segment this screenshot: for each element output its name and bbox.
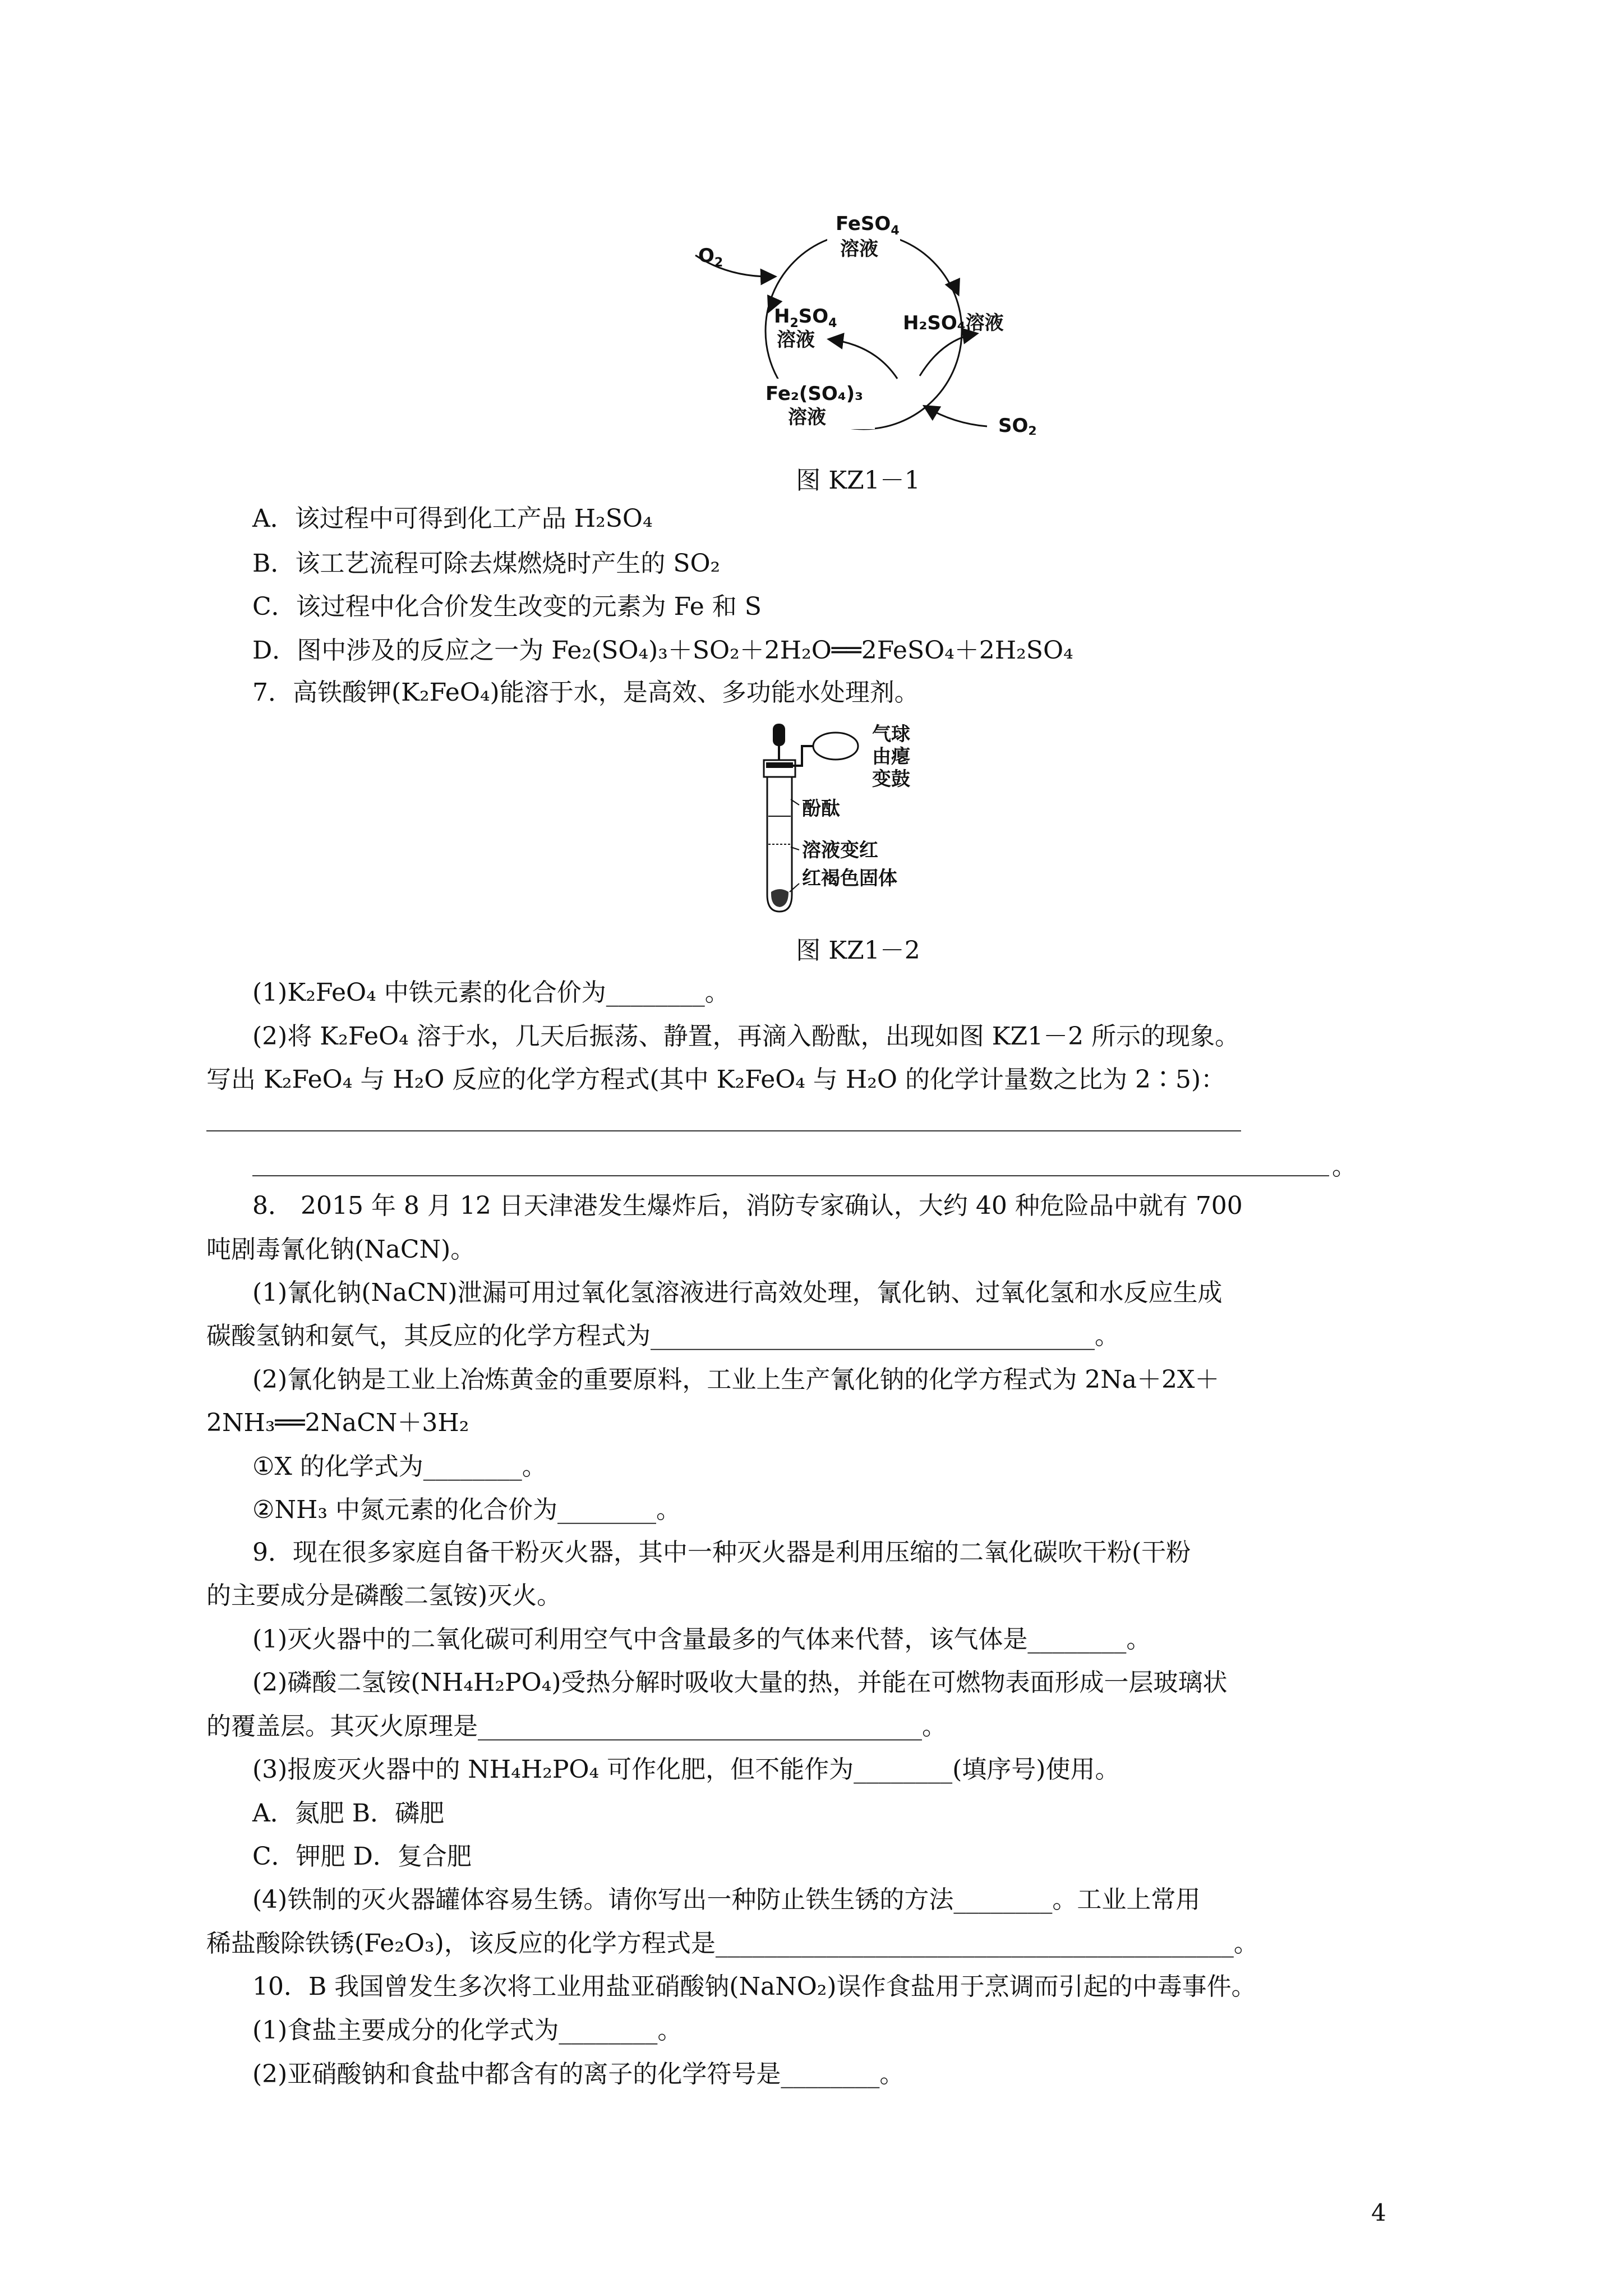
feso4-solution-label: 溶液 [840, 238, 878, 260]
red-brown-solid-label: 红褐色固体 [802, 867, 897, 890]
q7-part2-line2: 写出 K₂FeO₄ 与 H₂O 反应的化学方程式(其中 K₂FeO₄ 与 H₂O 的化学计量数之比为 2∶5)： [206, 1065, 1226, 1094]
q8-line4: 碳酸氢钠和氨气，其反应的化学方程式为____________________________________。 [206, 1322, 1119, 1350]
q9-line7: A．氮肥 B．磷肥 [252, 1799, 445, 1828]
q9-line8: C．钾肥 D．复合肥 [252, 1842, 472, 1871]
outer-branch-arrow [920, 334, 976, 376]
balloon-label-2: 由瘪 [872, 746, 910, 768]
h2so4-outer-label: H₂SO₄溶液 [903, 312, 1004, 334]
q8-line7: ①X 的化学式为________。 [252, 1452, 547, 1481]
balloon [813, 733, 858, 760]
o2-label: $O_2$ [698, 245, 723, 270]
q7-part1: (1)K₂FeO₄ 中铁元素的化合价为________。 [252, 978, 730, 1007]
q10-line2: (1)食盐主要成分的化学式为________。 [252, 2016, 683, 2045]
answer-blank-end-mark: 。 [1332, 1152, 1357, 1181]
so2-label: SO2 [998, 415, 1037, 435]
q9-line9: (4)铁制的灭火器罐体容易生锈。请你写出一种防止铁生锈的方法________。工业上常用 [252, 1885, 1201, 1914]
q10-line1: 10．B 我国曾发生多次将工业用盐亚硝酸钠(NaNO₂)误作食盐用于烹调而引起的中毒事件。 [252, 1972, 1256, 2001]
q10-line3: (2)亚硝酸钠和食盐中都含有的离子的化学符号是________。 [252, 2060, 905, 2088]
so2-arrow [925, 407, 987, 426]
q8-line6: 2NH₃══2NaCN＋3H₂ [206, 1409, 469, 1437]
phenolphthalein-label: 酚酞 [802, 798, 840, 820]
test-tube-diagram [746, 721, 959, 914]
q9-line5: 的覆盖层。其灭火原理是____________________________________。 [206, 1712, 947, 1741]
dropper-bulb [773, 724, 785, 746]
page-number: 4 [1371, 2199, 1386, 2226]
red-brown-solid [771, 889, 789, 907]
answer-blank-1 [206, 1130, 1241, 1131]
q9-line3: (1)灭火器中的二氧化碳可利用空气中含量最多的气体来代替，该气体是________。 [252, 1625, 1151, 1654]
figure-1-caption: 图 KZ1－1 [796, 466, 920, 495]
q8-line2: 吨剧毒氰化钠(NaCN)。 [206, 1235, 476, 1264]
balloon-label-3: 变鼓 [872, 768, 910, 790]
solution-red-label: 溶液变红 [802, 839, 878, 862]
fe2so43-label: Fe₂(SO₄)₃ [766, 383, 864, 405]
q6-option-d: D．图中涉及的反应之一为 Fe₂(SO₄)₃＋SO₂＋2H₂O══2FeSO₄＋2H₂SO₄ [252, 636, 1073, 665]
feso4-label: FeSO$_4$ [836, 213, 900, 238]
q9-line6: (3)报废灭火器中的 NH₄H₂PO₄ 可作化肥，但不能作为________(填序号)使用。 [252, 1755, 1120, 1784]
q8-line8: ②NH₃ 中氮元素的化合价为________。 [252, 1496, 681, 1524]
balloon-label-1: 气球 [872, 723, 910, 746]
figure-2-caption: 图 KZ1－2 [796, 936, 920, 965]
h2so4-inner-label: $H_2SO_4$ [774, 305, 837, 330]
q9-line2: 的主要成分是磷酸二氢铵)灭火。 [206, 1581, 562, 1610]
fe2so43-solution-label: 溶液 [788, 406, 826, 429]
q7-stem: 7．高铁酸钾(K₂FeO₄)能溶于水，是高效、多功能水处理剂。 [252, 678, 919, 707]
q6-option-b: B．该工艺流程可除去煤燃烧时产生的 SO₂ [252, 549, 721, 578]
q6-option-a: A．该过程中可得到化工产品 H₂SO₄ [252, 504, 653, 533]
q9-line4: (2)磷酸二氢铵(NH₄H₂PO₄)受热分解时吸收大量的热，并能在可燃物表面形成一层玻璃状 [252, 1668, 1228, 1697]
inner-branch-arrow [830, 339, 897, 379]
q9-line10: 稀盐酸除铁锈(Fe₂O₃)，该反应的化学方程式是__________________________________________。 [206, 1929, 1258, 1958]
answer-blank-2 [252, 1175, 1329, 1176]
q6-option-c: C．该过程中化合价发生改变的元素为 Fe 和 S [252, 592, 762, 621]
h2so4-inner-solution-label: 溶液 [777, 329, 815, 351]
q7-part2-line1: (2)将 K₂FeO₄ 溶于水，几天后振荡、静置，再滴入酚酞，出现如图 KZ1－2 所示的现象。 [252, 1022, 1240, 1051]
cycle-diagram [662, 210, 1066, 435]
q9-line1: 9．现在很多家庭自备干粉灭火器，其中一种灭火器是利用压缩的二氧化碳吹干粉(干粉 [252, 1538, 1191, 1567]
q8-line5: (2)氰化钠是工业上冶炼黄金的重要原料，工业上生产氰化钠的化学方程式为 2Na＋2X＋ [252, 1365, 1220, 1394]
q8-line3: (1)氰化钠(NaCN)泄漏可用过氧化氢溶液进行高效处理，氰化钠、过氧化氢和水反应生成 [252, 1278, 1223, 1307]
q8-line1: 8． 2015 年 8 月 12 日天津港发生爆炸后，消防专家确认，大约 40 种危险品中就有 700 [252, 1191, 1243, 1220]
